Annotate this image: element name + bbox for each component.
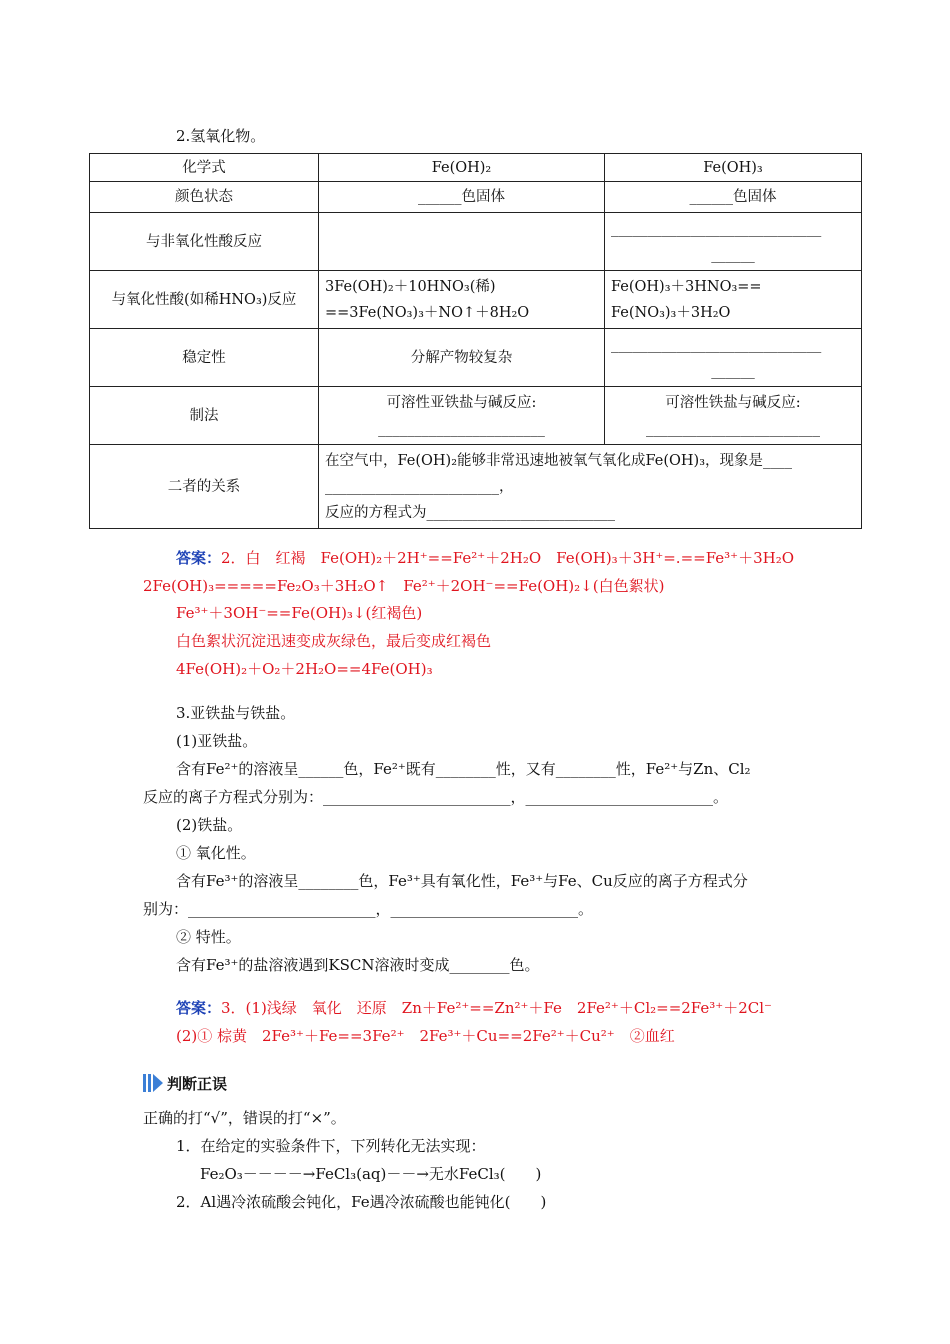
section-3-paragraph: 含有Fe³⁺的盐溶液遇到KSCN溶液时变成________色。 <box>176 956 540 974</box>
table-cell: ______色固体 <box>319 182 605 213</box>
section-3-sub-1: (1)亚铁盐。 <box>176 732 258 750</box>
table-cell: 化学式 <box>90 154 319 182</box>
table-cell: 稳定性 <box>90 329 319 387</box>
hydroxide-table <box>89 153 862 529</box>
table-cell: 与氧化性酸(如稀HNO₃)反应 <box>90 271 319 329</box>
table-row <box>90 329 862 387</box>
answer-2-line-3: Fe³⁺＋3OH⁻==Fe(OH)₃↓(红褐色) <box>176 604 423 622</box>
judge-heading-text: 判断正误 <box>167 1075 228 1093</box>
judge-question: 2．Al遇冷浓硫酸会钝化，Fe遇冷浓硫酸也能钝化( ) <box>176 1193 547 1211</box>
equation-line: ==3Fe(NO₃)₃＋NO↑＋8H₂O <box>325 304 530 321</box>
answer-3-line-2: (2)① 棕黄 2Fe³⁺＋Fe==3Fe²⁺ 2Fe³⁺＋Cu==2Fe²⁺＋Cu²⁺ ②血红 <box>176 1027 675 1045</box>
section-3-sub-2: (2)铁盐。 <box>176 816 243 834</box>
answer-3-line-1 <box>176 997 772 1018</box>
method-text: 可溶性铁盐与碱反应: <box>665 394 801 411</box>
table-cell <box>319 445 862 529</box>
section-3-paragraph: 含有Fe²⁺的溶液呈______色，Fe²⁺既有________性，又有________性，Fe²⁺与Zn、Cl₂ <box>176 760 751 778</box>
answer-label: 答案： <box>176 549 222 567</box>
judge-intro: 正确的打“√”，错误的打“×”。 <box>143 1109 346 1127</box>
table-cell <box>605 387 862 445</box>
table-cell <box>605 271 862 329</box>
answer-2-line-2: 2Fe(OH)₃=====Fe₂O₃＋3H₂O↑ Fe²⁺＋2OH⁻==Fe(OH)₂↓(白色絮状) <box>143 577 665 595</box>
answer-2-line-1 <box>176 547 794 568</box>
section-3-paragraph: 反应的离子方程式分别为：_________________________，_________________________。 <box>143 788 729 806</box>
blank-line: _____________________________ <box>611 220 822 237</box>
section-3-paragraph: 含有Fe³⁺的溶液呈________色，Fe³⁺具有氧化性，Fe³⁺与Fe、Cu反应的离子方程式分 <box>176 872 748 890</box>
relation-text: ________________________， <box>325 478 514 495</box>
answer-text: 2．白 红褐 Fe(OH)₂＋2H⁺==Fe²⁺＋2H₂O Fe(OH)₃＋3H⁺=.==Fe³⁺＋3H₂O <box>221 549 795 567</box>
section-3-title: 3.亚铁盐与铁盐。 <box>176 704 296 722</box>
table-row <box>90 182 862 213</box>
answer-2-line-5: 4Fe(OH)₂＋O₂＋2H₂O==4Fe(OH)₃ <box>176 660 433 678</box>
table-cell: Fe(OH)₃ <box>605 154 862 182</box>
section-3-paragraph: 别为：_________________________，_________________________。 <box>143 900 594 918</box>
relation-text: 在空气中，Fe(OH)₂能够非常迅速地被氧气氧化成Fe(OH)₃，现象是____ <box>325 452 793 469</box>
blank-line: ______ <box>711 246 755 263</box>
judge-question: 1．在给定的实验条件下，下列转化无法实现： <box>176 1137 486 1155</box>
table-cell: 与非氧化性酸反应 <box>90 213 319 271</box>
answer-2-line-4: 白色絮状沉淀迅速变成灰绿色，最后变成红褐色 <box>176 632 492 650</box>
table-cell <box>319 213 605 271</box>
table-cell: 分解产物较复杂 <box>319 329 605 387</box>
table-cell: ______色固体 <box>605 182 862 213</box>
table-cell <box>319 271 605 329</box>
equation-line: 3Fe(OH)₂＋10HNO₃(稀) <box>325 278 496 295</box>
table-cell <box>605 213 862 271</box>
table-cell <box>319 387 605 445</box>
blank-line: _______________________ <box>378 420 545 437</box>
table-cell: 制法 <box>90 387 319 445</box>
judge-heading <box>143 1073 227 1096</box>
table-row <box>90 154 862 182</box>
section-3-item: ① 氧化性。 <box>176 844 256 862</box>
method-text: 可溶性亚铁盐与碱反应: <box>386 394 537 411</box>
table-row <box>90 445 862 529</box>
relation-text: 反应的方程式为__________________________ <box>325 504 615 521</box>
table-cell <box>605 329 862 387</box>
table-row <box>90 213 862 271</box>
table-cell: 颜色状态 <box>90 182 319 213</box>
section-bars-icon <box>143 1074 163 1096</box>
table-row <box>90 271 862 329</box>
blank-line: ______ <box>711 362 755 379</box>
blank-line: ________________________ <box>646 420 820 437</box>
table-cell: Fe(OH)₂ <box>319 154 605 182</box>
table-row <box>90 387 862 445</box>
equation-line: Fe(OH)₃＋3HNO₃== <box>611 278 762 295</box>
section-2-title: 2.氢氧化物。 <box>176 127 266 145</box>
equation-line: Fe(NO₃)₃＋3H₂O <box>611 304 731 321</box>
answer-text: 3．(1)浅绿 氧化 还原 Zn＋Fe²⁺==Zn²⁺＋Fe 2Fe²⁺＋Cl₂==2Fe³⁺＋2Cl⁻ <box>221 999 772 1017</box>
table-cell: 二者的关系 <box>90 445 319 529</box>
blank-line: _____________________________ <box>611 336 822 353</box>
section-3-item: ② 特性。 <box>176 928 241 946</box>
answer-label: 答案： <box>176 999 222 1017</box>
judge-question-formula: Fe₂O₃－－－－→FeCl₃(aq)－－→无水FeCl₃( ) <box>200 1165 542 1183</box>
